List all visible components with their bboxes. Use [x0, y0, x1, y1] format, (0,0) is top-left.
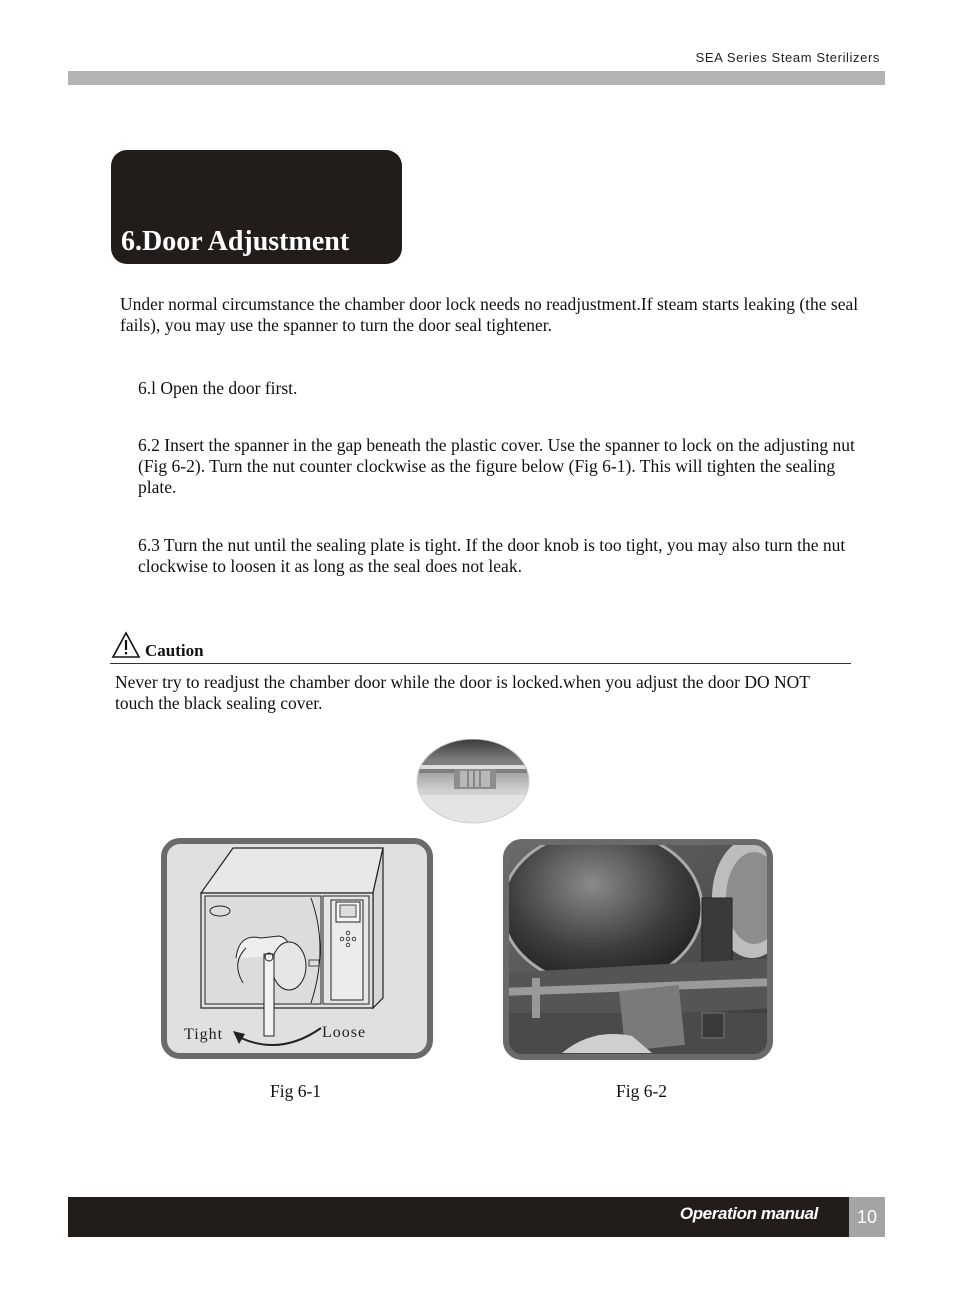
footer-manual-label: Operation manual	[679, 1204, 818, 1223]
page-number: 10	[849, 1197, 885, 1237]
step-1: 6.l Open the door first.	[138, 378, 298, 398]
caution-divider	[110, 663, 851, 664]
section-title: 6.Door Adjustment	[121, 226, 350, 257]
header-rule	[68, 71, 885, 85]
fig-6-1-caption: Fig 6-1	[270, 1081, 322, 1101]
fig-6-1-loose-label: Loose	[322, 1024, 367, 1041]
fig-6-1-tight-label: Tight	[184, 1026, 224, 1043]
warning-icon	[111, 631, 141, 659]
running-title: SEA Series Steam Sterilizers	[695, 50, 880, 65]
step-3: 6.3 Turn the nut until the sealing plate is tight. If the door knob is too tight, you may also turn the nut clockwise to loosen it as long as the seal does not leak.	[138, 535, 846, 576]
fig-6-2-caption: Fig 6-2	[616, 1081, 668, 1101]
caution-text: Never try to readjust the chamber door while the door is locked.when you adjust the door DO NOT touch the black sealing cover.	[115, 672, 810, 713]
step-2: 6.2 Insert the spanner in the gap beneath the plastic cover. Use the spanner to lock on the adjusting nut (Fig 6-2). Turn the nut counter clockwise as the figure below (Fig 6-1). This will tighten the sealing plate.	[138, 435, 855, 497]
intro-paragraph: Under normal circumstance the chamber door lock needs no readjustment.If steam starts leaking (the seal fails), you may use the spanner to turn the door seal tightener.	[120, 294, 859, 335]
nut-closeup-photo	[416, 739, 530, 824]
caution-title: Caution	[145, 641, 204, 660]
fig-6-2-photo	[502, 838, 774, 1061]
